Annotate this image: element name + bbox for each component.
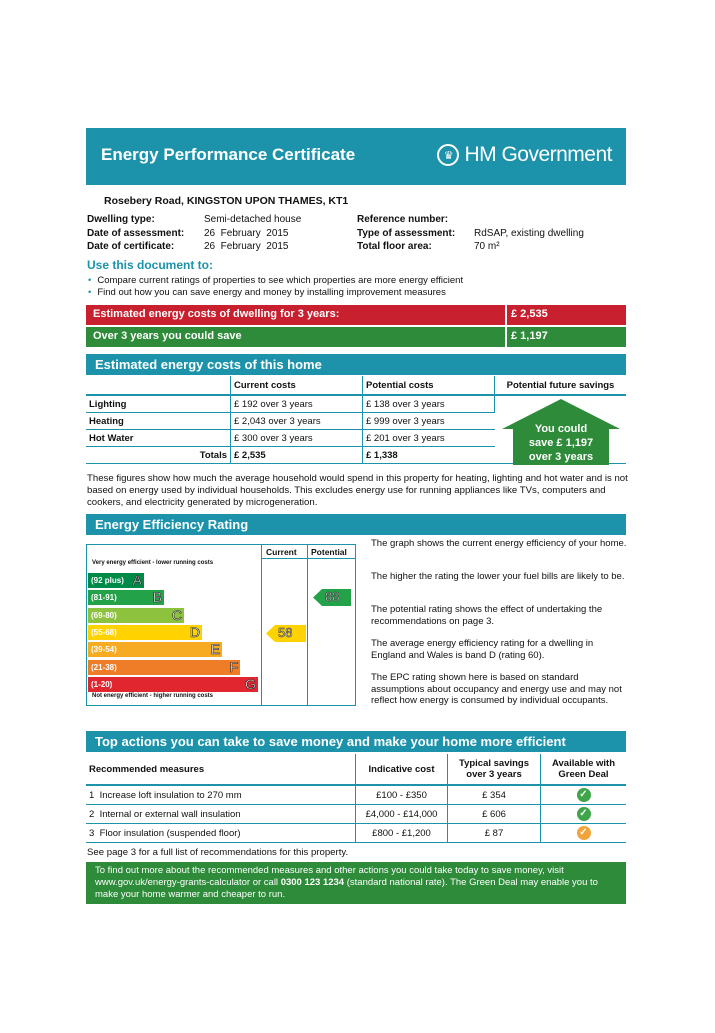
assessment-type-value: RdSAP, existing dwelling — [474, 228, 584, 239]
three-year-saving-row: Over 3 years you could save £ 1,197 — [86, 327, 626, 347]
rating-section-header: Energy Efficiency Rating — [86, 514, 626, 535]
potential-col-header: Potential — [311, 547, 347, 557]
band-range: (55-68) — [91, 627, 117, 637]
use-bullet: • Compare current ratings of properties to see which properties are more energy efficient — [88, 275, 464, 286]
rating-band-c — [88, 608, 184, 623]
col-header — [86, 376, 231, 395]
bullet-icon: • — [88, 275, 92, 286]
actions-table — [86, 754, 626, 843]
savings-cell — [495, 395, 627, 464]
rating-band-a — [88, 573, 144, 588]
rating-explainer-1: The graph shows the current energy efficiency of your home. — [371, 538, 627, 549]
band-range: (1-20) — [91, 679, 113, 689]
check-icon: ✓ — [577, 826, 591, 840]
band-letter: G — [245, 675, 256, 692]
col-header: Potential costs — [363, 376, 495, 395]
dwelling-type-value: Semi-detached house — [204, 214, 302, 225]
gov-logo-text: HM Government — [464, 143, 612, 166]
divider — [505, 327, 507, 347]
band-range: (69-80) — [91, 610, 117, 620]
certificate-date-label: Date of certificate: — [87, 241, 175, 252]
table-row: 1 Increase loft insulation to 270 mm £100 - £350 £ 354 ✓ — [86, 785, 626, 805]
bullet-icon: • — [88, 287, 92, 298]
rating-band-e — [88, 642, 222, 657]
recommendations-footnote: See page 3 for a full list of recommendations for this property. — [87, 847, 349, 858]
band-range: (21-38) — [91, 662, 117, 672]
costs-section-header: Estimated energy costs of this home — [86, 354, 626, 375]
col-header: Available with Green Deal — [541, 754, 627, 785]
very-efficient-label: Very energy efficient - lower running costs — [92, 560, 214, 566]
hm-government-logo — [437, 143, 612, 167]
crest-icon: ♛ — [437, 144, 459, 166]
band-letter: E — [210, 641, 220, 658]
band-letter: A — [132, 572, 142, 588]
rating-explainer-3: The potential rating shows the effect of undertaking the recommendations on page 3. — [371, 604, 603, 627]
header-banner — [86, 128, 626, 185]
rating-band-g — [88, 677, 258, 692]
assessment-type-label: Type of assessment: — [357, 228, 456, 239]
rating-band-d — [88, 625, 202, 640]
rating-band-f — [88, 660, 240, 675]
table-row: 3 Floor insulation (suspended floor) £800 - £1,200 £ 87 ✓ — [86, 824, 626, 843]
reference-label: Reference number: — [357, 214, 449, 225]
rating-band-b — [88, 590, 164, 605]
use-document-heading: Use this document to: — [87, 258, 214, 272]
table-row: Hot Water £ 300 over 3 years £ 201 over 3 years — [86, 430, 626, 447]
floor-area-label: Total floor area: — [357, 241, 432, 252]
col-header: Potential future savings — [495, 376, 627, 395]
assessment-date-value: 26 February 2015 — [204, 228, 289, 239]
band-range: (92 plus) — [91, 576, 124, 585]
costs-note: These figures show how much the average household would spend in this property for heating, lighting and hot water and is not based on energy used by individual households. This excludes energy use for running appliances like TVs, computers and cookers, and electricity generated by microgeneration. — [87, 473, 628, 508]
rating-explainer-5: The EPC rating shown here is based on standard assumptions about occupancy and energy use and may not reflect how energy is consumed by individual occupants. — [371, 672, 622, 706]
certificate-date-value: 26 February 2015 — [204, 241, 289, 252]
page-title: Energy Performance Certificate — [101, 145, 356, 164]
col-header: Typical savings over 3 years — [448, 754, 541, 785]
property-address: Rosebery Road, KINGSTON UPON THAMES, KT1 — [104, 195, 349, 207]
three-year-cost-row: Estimated energy costs of dwelling for 3 years: £ 2,535 — [86, 305, 626, 325]
assessment-date-label: Date of assessment: — [87, 228, 185, 239]
table-row: Heating £ 2,043 over 3 years £ 999 over 3 years — [86, 413, 626, 430]
band-letter: B — [152, 589, 162, 606]
band-range: (81-91) — [91, 593, 117, 603]
col-header: Current costs — [231, 376, 363, 395]
green-deal-info-box: To find out more about the recommended measures and other actions you could take today to save money, visit www.gov.uk/energy-grants-calculator or call 0300 123 1234 (standard national rate). The Green Deal may enable you to make your home warmer and cheaper to run. — [86, 862, 626, 904]
actions-section-header: Top actions you can take to save money and make your home more efficient — [86, 731, 626, 752]
col-header: Indicative cost — [356, 754, 448, 785]
not-efficient-label: Not energy efficient - higher running costs — [92, 693, 214, 699]
costs-table — [86, 376, 626, 464]
use-bullet: • Find out how you can save energy and money by installing improvement measures — [88, 287, 446, 298]
floor-area-value: 70 m² — [474, 241, 500, 252]
band-letter: D — [189, 623, 200, 640]
check-icon: ✓ — [577, 788, 591, 802]
col-header: Recommended measures — [86, 754, 356, 785]
divider — [505, 305, 507, 325]
band-range: (39-54) — [91, 645, 117, 655]
band-letter: C — [171, 606, 182, 623]
rating-explainer-2: The higher the rating the lower your fuel bills are likely to be. — [371, 571, 625, 582]
savings-text: You could save £ 1,197 over 3 years — [528, 423, 594, 463]
rating-explainer-4: The average energy efficiency rating for a dwelling in England and Wales is band D (rating 60). — [371, 638, 594, 661]
table-row: 2 Internal or external wall insulation £4,000 - £14,000 £ 606 ✓ — [86, 805, 626, 824]
dwelling-type-label: Dwelling type: — [87, 214, 155, 225]
totals-row: Totals £ 2,535 £ 1,338 — [86, 447, 626, 464]
table-row: Lighting £ 192 over 3 years £ 138 over 3 years You could save £ 1,197 over 3 years — [86, 395, 626, 413]
check-icon: ✓ — [577, 807, 591, 821]
current-col-header: Current — [266, 547, 297, 557]
band-letter: F — [229, 658, 238, 675]
